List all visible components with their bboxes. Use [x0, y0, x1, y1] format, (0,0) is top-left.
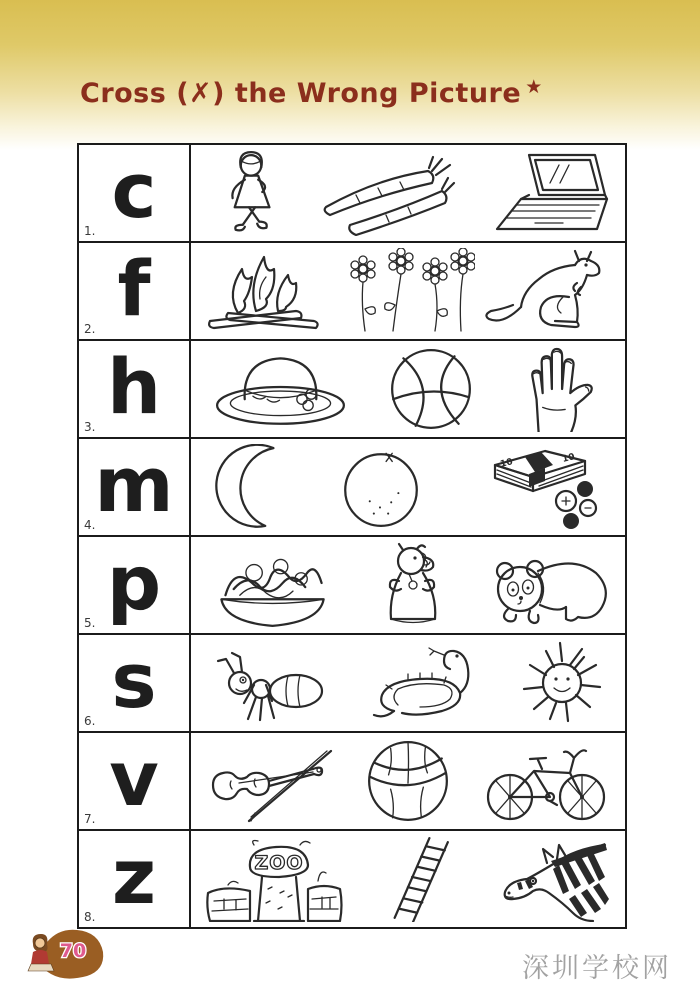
table-row	[79, 341, 625, 439]
table-row	[79, 439, 625, 537]
ladder-drawing[interactable]	[364, 836, 456, 922]
zebra-drawing[interactable]	[477, 836, 612, 922]
table-row	[79, 243, 625, 341]
row-number: 4.	[84, 518, 96, 532]
zoo-sign-text: ZOO	[254, 852, 304, 874]
pasta-drawing[interactable]	[203, 542, 341, 628]
row-number: 5.	[84, 616, 96, 630]
mascot-legs	[28, 964, 54, 971]
letter-label: m	[94, 440, 174, 529]
table-row	[79, 831, 625, 927]
pictures-cell	[191, 341, 625, 437]
panda-drawing[interactable]	[478, 542, 613, 628]
letter-cell	[79, 145, 191, 241]
page-number: 70	[59, 940, 87, 962]
puppet-drawing[interactable]	[359, 542, 459, 628]
worksheet-table	[77, 143, 627, 929]
row-number: 2.	[84, 322, 96, 336]
letter-cell	[79, 243, 191, 339]
page-title	[80, 76, 543, 109]
letter-label: s	[111, 636, 157, 725]
girl-drawing[interactable]	[204, 150, 296, 236]
letter-cell	[79, 341, 191, 437]
pictures-cell	[191, 537, 625, 633]
table-row	[79, 145, 625, 243]
carrots-drawing[interactable]	[316, 150, 456, 236]
table-row	[79, 635, 625, 733]
row-number: 1.	[84, 224, 96, 238]
pictures-cell	[191, 243, 625, 339]
letter-label: h	[106, 342, 162, 431]
row-number: 7.	[84, 812, 96, 826]
pictures-cell	[191, 145, 625, 241]
orange-drawing[interactable]	[335, 444, 427, 530]
pictures-cell	[191, 439, 625, 535]
row-number: 3.	[84, 420, 96, 434]
kangaroo-drawing[interactable]	[483, 248, 618, 334]
star-icon: ★	[525, 76, 543, 98]
letter-label: z	[111, 832, 157, 921]
letter-cell	[79, 733, 191, 829]
letter-cell	[79, 831, 191, 927]
money-drawing[interactable]	[467, 444, 602, 530]
fire-drawing[interactable]	[198, 248, 328, 334]
mascot-face	[35, 938, 45, 948]
pictures-cell	[191, 635, 625, 731]
page-number-badge	[25, 926, 110, 988]
ant-drawing[interactable]	[204, 640, 339, 726]
pictures-cell	[191, 733, 625, 829]
banknote-value-text: 10	[499, 457, 515, 470]
laptop-drawing[interactable]	[477, 150, 612, 236]
table-row	[79, 733, 625, 831]
flowers-drawing[interactable]	[335, 248, 475, 334]
pictures-cell	[191, 831, 625, 927]
moon-drawing[interactable]	[214, 444, 296, 530]
letter-label: v	[109, 734, 159, 823]
letter-label: p	[106, 538, 162, 627]
watermark-text: 深圳学校网	[522, 953, 672, 984]
violin-drawing[interactable]	[205, 738, 340, 824]
letter-label: c	[111, 146, 157, 235]
ball-drawing[interactable]	[385, 346, 477, 432]
banknote-value-text: 10	[561, 452, 577, 465]
volleyball-drawing[interactable]	[362, 738, 454, 824]
header-gradient	[0, 0, 700, 150]
letter-label: f	[117, 244, 151, 333]
page-title-text: Cross (✗) the Wrong Picture	[80, 78, 522, 109]
snake-drawing[interactable]	[358, 640, 493, 726]
hat-drawing[interactable]	[212, 346, 350, 432]
zoo-gate-drawing[interactable]	[204, 836, 344, 922]
letter-cell	[79, 537, 191, 633]
letter-cell	[79, 635, 191, 731]
row-number: 8.	[84, 910, 96, 924]
mascot-dress	[31, 950, 49, 964]
hand-drawing[interactable]	[512, 346, 604, 432]
table-row	[79, 537, 625, 635]
bicycle-drawing[interactable]	[476, 738, 611, 824]
letter-cell	[79, 439, 191, 535]
row-number: 6.	[84, 714, 96, 728]
sun-drawing[interactable]	[512, 640, 612, 726]
